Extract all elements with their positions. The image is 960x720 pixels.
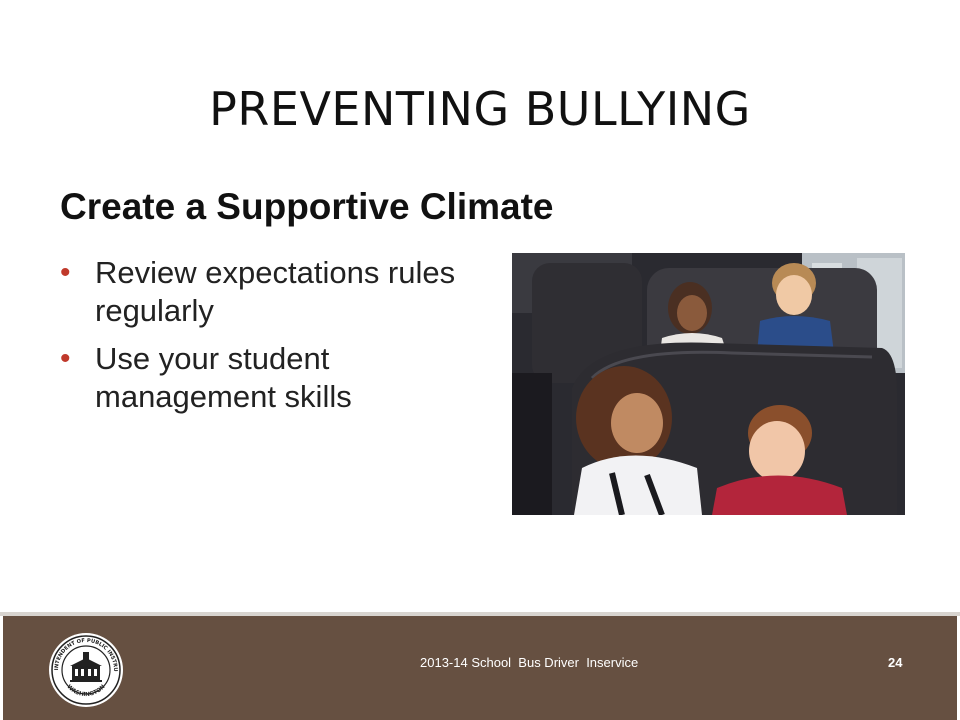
bullet-text: Review expectations rules regularly bbox=[95, 255, 456, 328]
svg-text:SUPERINTENDENT OF PUBLIC INSTR: INTENDENT OF PUBLIC INSTRU bbox=[53, 637, 119, 672]
bullet-item bbox=[60, 340, 500, 416]
washington-ospi-seal-icon bbox=[48, 632, 124, 708]
page-number: 24 bbox=[888, 655, 903, 670]
ospi-seal-logo bbox=[48, 632, 124, 708]
school-bus-photo bbox=[512, 253, 905, 515]
slide-subtitle: Create a Supportive Climate bbox=[60, 186, 554, 227]
bullet-dot-icon: • bbox=[60, 342, 71, 375]
bullet-text: Use your student management skills bbox=[95, 341, 352, 414]
bullet-item bbox=[60, 254, 500, 330]
bullet-list bbox=[60, 254, 500, 426]
slide-title: PREVENTING BULLYING bbox=[209, 82, 751, 136]
photo-children-on-school-bus-icon bbox=[512, 253, 905, 515]
bullet-dot-icon: • bbox=[60, 256, 71, 289]
svg-text:WASHINGTON: WASHINGTON bbox=[65, 683, 107, 699]
footer-caption: 2013-14 School Bus Driver Inservice bbox=[420, 655, 639, 670]
